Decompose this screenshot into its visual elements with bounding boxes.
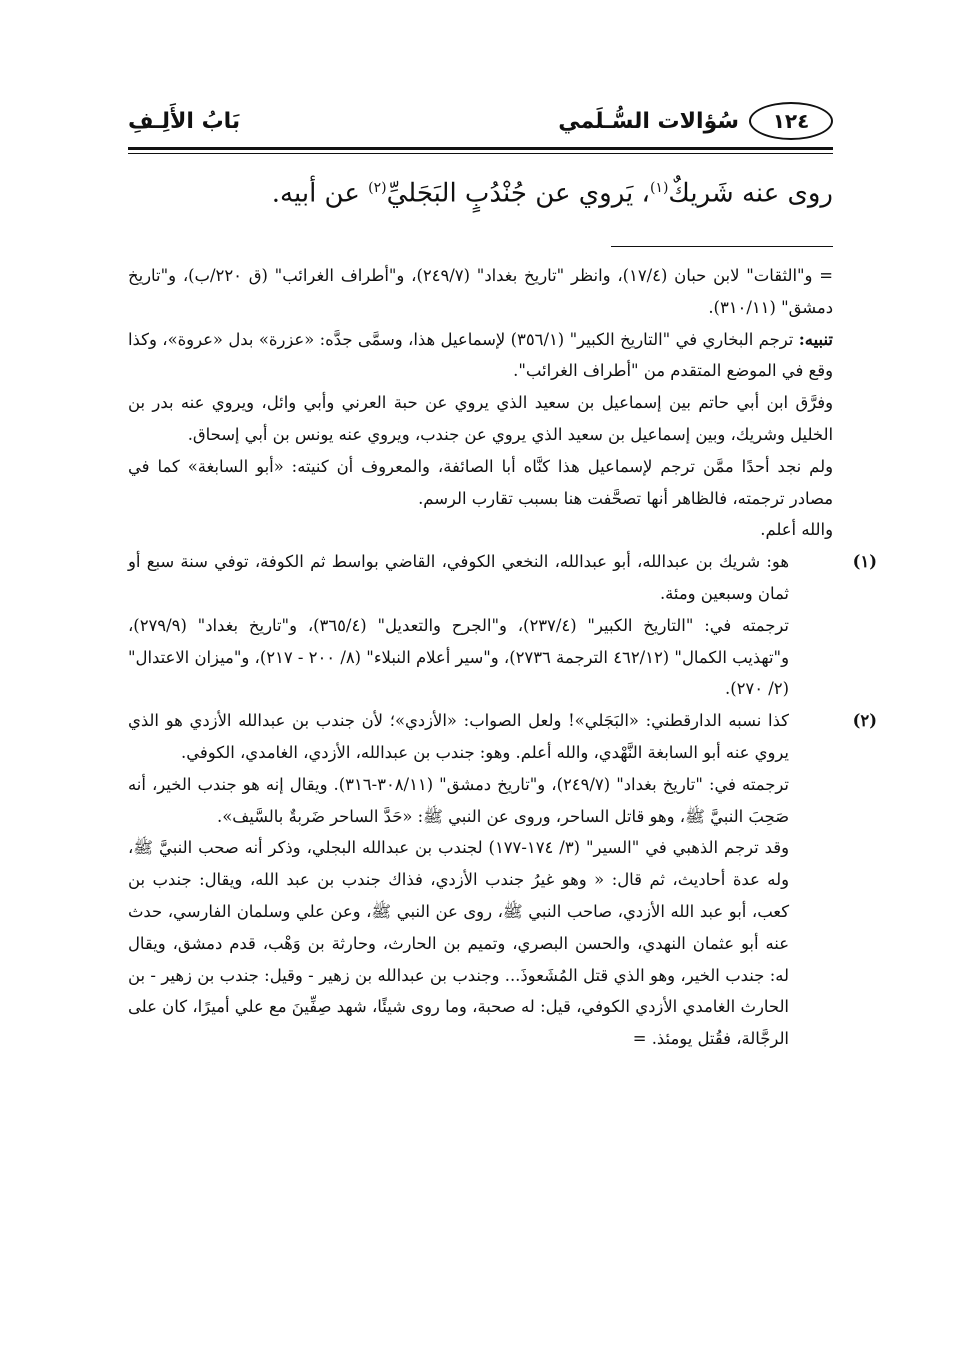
- footnote-2: [128, 705, 877, 1055]
- header-rule-thin: [128, 153, 833, 154]
- footnote-ref-1: (١): [649, 180, 669, 196]
- book-title: سُؤالات السُّـلَمي: [558, 108, 739, 134]
- main-text-part: عن أبيه.: [271, 178, 369, 209]
- main-text-part: روى عنه شَريكٌ: [668, 178, 833, 209]
- running-header: [128, 100, 833, 142]
- footnote-continuation: ولم نجد أحدًا ممَّن ترجم لإسماعيل هذا كنَّاه أبا الصائفة، والمعروف أن كنيته: «أبو السابغة» كما في مصادر ترجمته، فالظاهر أنها تصحَّفت هنا بسبب تقارب الرسم.: [128, 456, 833, 508]
- footnote-paragraph: وقد ترجم الذهبي في "السير" (٣/ ١٧٤-١٧٧) لجندب بن عبدالله البجلي، وذكر أنه صحب النبيَّ ﷺ، وله عدة أحاديث، ثم قال: « وهو غيرُ جندب الأزدي، فذاك جندب بن عبد الله، ويقال: جندب بن كعب، أبو عبد الله الأزدي، صاحب النبي ﷺ، روى عن النبي ﷺ، وعن علي وسلمان الفارسي، حدث عنه أبو عثمان النهدي، والحسن البصري، وتميم بن الحارث، وحارثة بن وَهْب، قدم دمشق، ويقال له: جندب الخير، وهو الذي قتل المُشَعوذَ... وجندب بن عبدالله بن زهير - وقيل: جندب بن زهير - بن الحارث الغامدي الأزدي الكوفي، قيل: له صحبة، وما روى شيئًا، شهد صِفِّينَ مع علي أميرًا، كان على الرجَّالة، فقُتل يومئذ. =: [128, 838, 790, 1049]
- tanbih-label: تنبيه:: [798, 329, 833, 349]
- main-text-part: ، يَروي عن جُنْدُبٍ البَجَليِّ: [386, 178, 650, 209]
- footnote-number-2: (٢): [852, 711, 877, 731]
- footnote-paragraph: ترجمته في: "التاريخ الكبير" (٢٣٧/٤)، و"الجرح والتعديل" (٣٦٥/٤)، و"تاريخ بغداد" (٢٧٩/٩)، و"تهذيب الكمال" (٤٦٢/١٢ الترجمة ٢٧٣٦)، و"سير أعلام النبلاء" (٨/ ٢٠٠ - ٢١٧)، و"ميزان الاعتدال" (٢/ ٢٧٠).: [128, 615, 789, 699]
- footnote-paragraph: كذا نسبه الدارقطني: «البَجَلي»! ولعل الصواب: «الأزدي»؛ لأن جندب بن عبدالله الأزدي هو الذي يروي عنه أبو السابغة النَّهْدي، والله أعلم. وهو: جندب بن عبدالله، الأزدي، الغامدي، الكوفي.: [128, 711, 789, 762]
- main-text-line: [128, 168, 833, 214]
- footnote-body-2: [128, 705, 833, 1055]
- footnote-paragraph: هو: شريك بن عبدالله، أبو عبدالله، النخعي الكوفي، القاضي بواسط ثم الكوفة، توفي سنة سبع أو ثمان وسبعين ومئة.: [128, 552, 789, 603]
- footnote-separator: [611, 246, 833, 247]
- footnote-number-1: (١): [852, 552, 877, 572]
- header-rule-thick: [128, 147, 833, 150]
- tanbih-text: ترجم البخاري في "التاريخ الكبير" (٣٥٦/١) لإسماعيل هذا، وسمَّى جدَّه: «عزرة» بدل «عروة»، وكذا وقع في الموضع المتقدم من "أطراف الغرائب".: [128, 329, 833, 381]
- footnote-ref-2: (٢): [368, 180, 387, 196]
- footnotes: [128, 260, 877, 1055]
- page-number-badge: ١٢٤: [749, 102, 833, 140]
- footnote-continuation: والله أعلم.: [760, 520, 833, 540]
- header-right-group: [558, 102, 833, 140]
- footnote-continuation: = و"الثقات" لابن حبان (١٧/٤)، وانظر "تاريخ بغداد" (٢٤٩/٧)، و"أطراف الغرائب" (ق ٢٢٠/ب)، و"تاريخ دمشق" (٣١٠/١١).: [128, 266, 834, 317]
- footnote-paragraph: ترجمته في: "تاريخ بغداد" (٢٤٩/٧)، و"تاريخ دمشق" (٣٠٨/١١-٣١٦). ويقال إنه هو جندب الخير، أنه صَحِبَ النبيَّ ﷺ، وهو قاتل الساحر، وروى عن النبي ﷺ: «حَدَّ الساحر ضَربةٌ بالسَّيف».: [128, 774, 789, 826]
- footnote-continuation: وفرَّق ابن أبي حاتم بين إسماعيل بن سعيد الذي يروي عن حبة العرني وأبي وائل، ويروي عنه بدر بن الخليل وشريك، وبين إسماعيل بن سعيد الذي يروي عن جندب، ويروي عنه يونس بن أبي إسحاق.: [128, 393, 833, 444]
- footnote-body-1: [128, 546, 833, 705]
- chapter-title: بَابُ الأَلِـفِ: [128, 108, 241, 134]
- tanbih-paragraph: [128, 324, 833, 388]
- footnote-1: [128, 546, 877, 705]
